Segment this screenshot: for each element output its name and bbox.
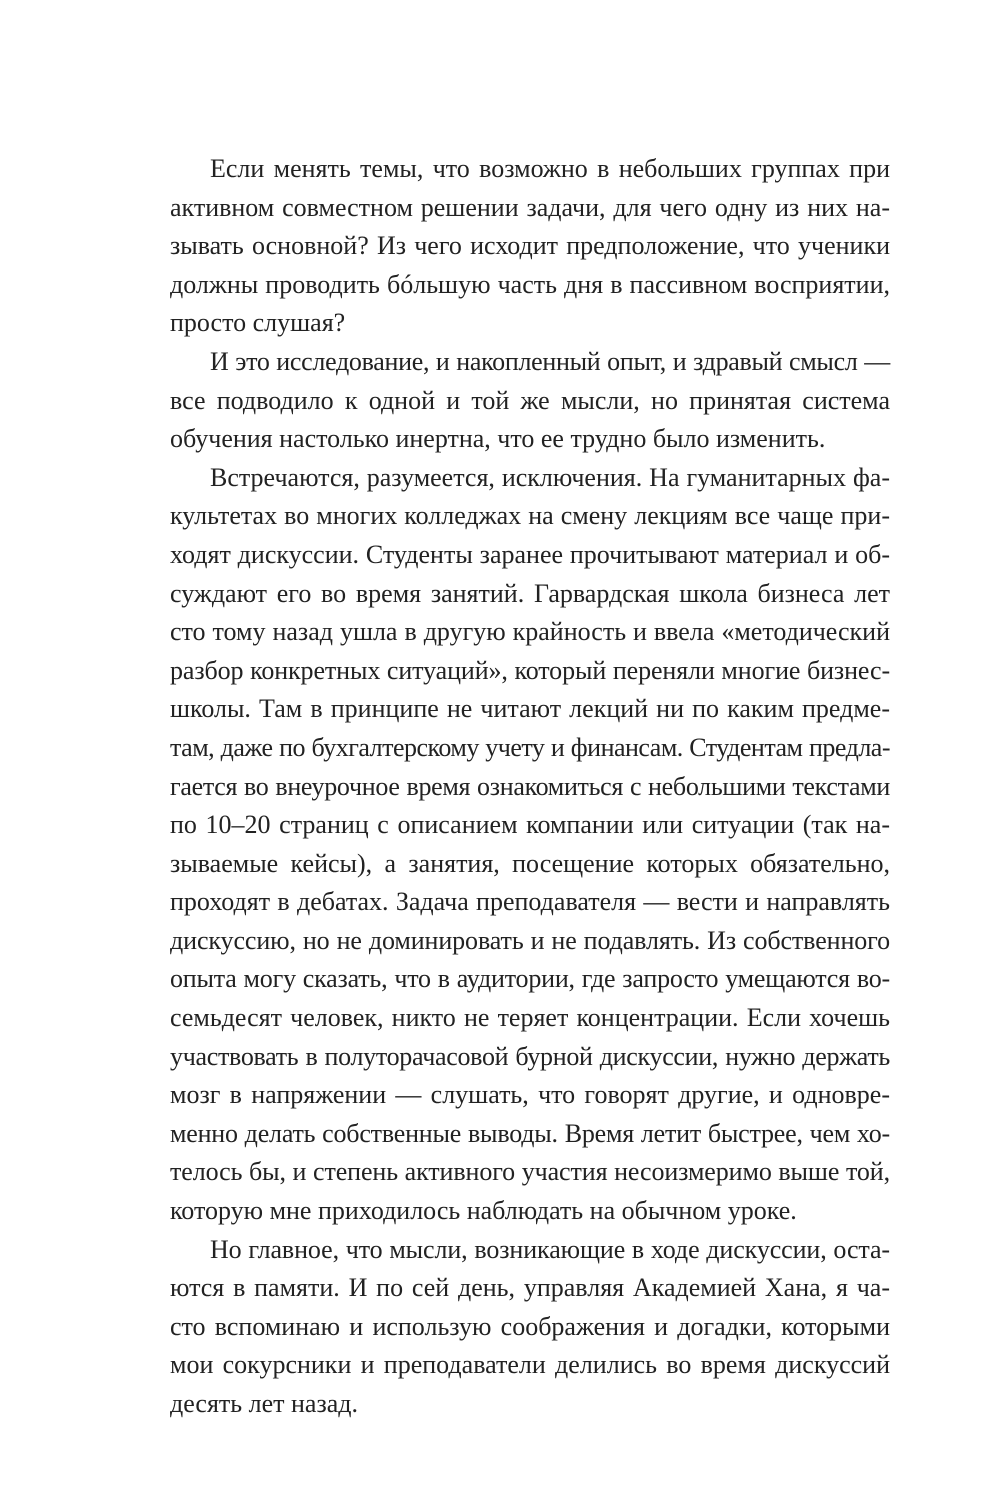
paragraph-1 [170,150,890,343]
text-line: ются в памяти. И по сей день, управляя Академией Хана, я ча- [170,1273,890,1303]
text-line: опыта могу сказать, что в аудитории, где запросто умещаются во- [170,964,890,994]
text-line: дискуссию, но не доминировать и не подавлять. Из собственного [170,925,890,955]
text-line: мои сокурсники и преподаватели делились во время дискуссий [170,1350,890,1380]
text-line: просто слушая? [170,308,346,338]
text-line: культетах во многих колледжах на смену лекциям все чаще при- [170,501,890,531]
text-line: И это исследование, и накопленный опыт, и здравый смысл — [210,346,890,376]
text-line: зываемые кейсы), а занятия, посещение которых обязательно, [170,848,890,878]
text-line: проходят в дебатах. Задача преподавателя — вести и направлять [170,887,890,917]
text-line: Встречаются, разумеется, исключения. На гуманитарных фа- [210,462,890,492]
text-line: Но главное, что мысли, возникающие в ходе дискуссии, оста- [210,1234,890,1264]
text-line: зывать основной? Из чего исходит предположение, что ученики [170,231,890,261]
text-line: обучения настолько инертна, что ее трудно было изменить. [170,424,826,454]
text-line: сто тому назад ушла в другую крайность и ввела «методический [170,617,890,647]
text-line: которую мне приходилось наблюдать на обычном уроке. [170,1196,797,1226]
text-line: разбор конкретных ситуаций», который переняли многие бизнес- [170,655,890,685]
paragraph-3 [170,459,890,1231]
text-line: там, даже по бухгалтерскому учету и финансам. Студентам предла- [170,732,890,762]
text-line: сто вспоминаю и использую соображения и догадки, которыми [170,1311,890,1341]
text-line: суждают его во время занятий. Гарвардская школа бизнеса лет [170,578,890,608]
text-line: участвовать в полуторачасовой бурной дискуссии, нужно держать [170,1041,890,1071]
text-line: школы. Там в принципе не читают лекций ни по каким предме- [170,694,890,724]
paragraph-4 [170,1231,890,1424]
text-line: активном совместном решении задачи, для чего одну из них на- [170,192,890,222]
text-line: гается во внеурочное время ознакомиться с небольшими текстами [170,771,890,801]
paragraph-2 [170,343,890,459]
text-line: телось бы, и степень активного участия несоизмеримо выше той, [170,1157,890,1187]
text-line: мозг в напряжении — слушать, что говорят другие, и одновре- [170,1080,890,1110]
text-line: ходят дискуссии. Студенты заранее прочитывают материал и об- [170,539,890,569]
text-line: семьдесят человек, никто не теряет концентрации. Если хочешь [170,1003,890,1033]
text-line: должны проводить бóльшую часть дня в пассивном восприятии, [170,269,890,299]
text-line: Если менять темы, что возможно в небольших группах при [210,154,890,183]
text-line: менно делать собственные выводы. Время летит быстрее, чем хо- [170,1118,890,1148]
text-line: все подводило к одной и той же мысли, но принятая система [170,385,890,415]
text-line: по 10–20 страниц с описанием компании или ситуации (так на- [170,810,890,840]
page-body [170,150,890,1424]
text-line: десять лет назад. [170,1389,359,1418]
